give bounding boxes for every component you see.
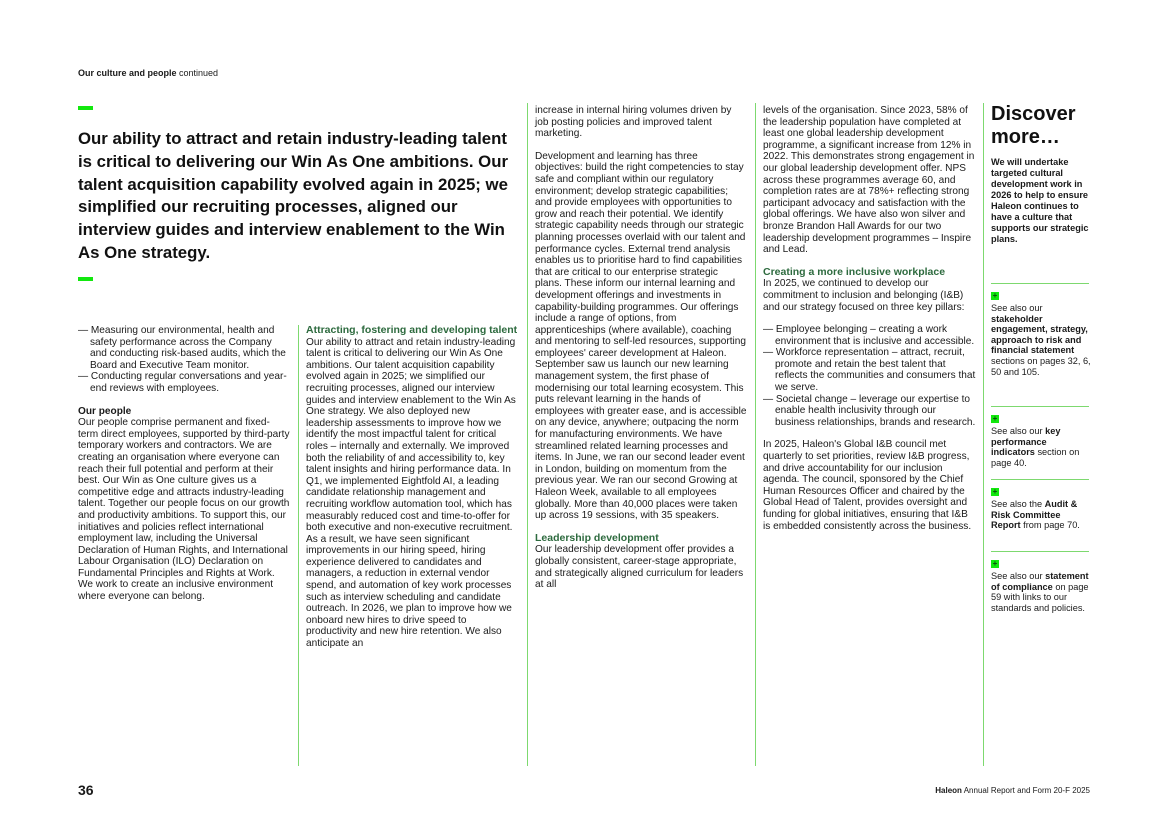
development-text: Development and learning has three objectives: build the right competencies to stay safe and compliant within our regulatory environment; develop strategic capabilities; and provide employees with opportunities to grow and reach their potential. We identify strategic capability needs through our strategic planning processes overlaid with our talent and performance cycles. External trend analysis enables us to prioritise hard to find capabilities that are critical to our enterprise strategic plans. These inform our internal learning and development offerings and investments in capability-building programmes. Our offerings include a range of options, from apprenticeships (where available), coaching and mentoring to self-led resources, supporting employees' career development at Haleon. September saw us launch our new learning management system, the first phase of modernising our total learning ecosystem. This puts relevant learning in the hands of employees with greater ease, and is accessible on any device, anywhere; outpacing the norm for manufacturing environments. We have streamlined related learning processes and items. In June, we ran our second leader event in London, building on momentum from the previous year. We ran our second Growing at Haleon Week, available to all employees globally. More than 40,000 places were taken up across 19 sessions, with 35 speakers. <box>535 150 747 522</box>
divider-rule <box>991 479 1089 480</box>
ref-text: See also the <box>991 499 1045 509</box>
divider-rule <box>991 406 1089 407</box>
column-divider <box>298 325 299 766</box>
column-1 <box>78 325 290 614</box>
footer-report: Annual Report and Form 20-F 2025 <box>961 786 1090 795</box>
list-item: — Workforce representation – attract, recruit, promote and retain the best talent that reflects the communities and consumers that we serve. <box>763 347 976 394</box>
footer-label <box>935 786 1090 795</box>
leadership-levels-text: levels of the organisation. Since 2023, 58% of the leadership population have completed at least one global leadership development programme, a significant increase from 12% in 2022. This demonstrates strong engagement in our global leadership development offer. NPS across these programmes average 60, and completion rates are at 78%+ reflecting strong participant advocacy and satisfaction with the global offerings. We have also won silver and bronze Brandon Hall Awards for our two leadership development programmes – Inspire and Lead. <box>763 105 975 256</box>
footer-brand: Haleon <box>935 786 962 795</box>
inclusive-heading: Creating a more inclusive workplace <box>763 265 946 278</box>
divider-rule <box>991 283 1089 284</box>
hiring-text: increase in internal hiring volumes driven by job posting policies and improved talent marketing. <box>535 105 732 140</box>
plus-icon: + <box>992 559 998 568</box>
reference-link[interactable] <box>991 486 1091 531</box>
column-divider <box>983 103 984 766</box>
reference-link[interactable] <box>991 290 1091 377</box>
column-divider <box>527 103 528 766</box>
talent-text: Our ability to attract and retain industry-leading talent is critical to delivering our Win As One ambitions. Our talent acquisition capability evolved again in 2025; we simplified our recruiting processes, aligned our interview guides and interview enablement to the Win As One strategy. We also deployed new leadership assessments to improve how we identify the most impactful talent for critical roles – internally and externally. We improved both the reliability of and accessibility to, key talent insights and hiring performance data. In Q1, we implemented Eightfold AI, a leading candidate relationship management and recruiting workflow automation tool, which has measurably reduced cost and time-to-offer for both executive and non-executive recruitment. As a result, we have seen significant improvements in our hiring speed, hiring experience delivered to candidates and managers, a reduction in external vendor spend, and automation of key work processes such as interview scheduling and candidate outreach. In 2026, we plan to improve how we onboard new hires to drive speed to productivity and new hire retention. We also anticipate an <box>306 336 516 650</box>
our-people-text: Our people comprise permanent and fixed-term direct employees, supported by third-party temporary workers and contractors. We are creating an organisation where everyone can reach their full potential and perform at their best. Our Win as One culture gives us a competitive edge and attracts industry-leading talent. Together our people focus on our growth and productivity ambitions. To support this, our initiatives and policies reflect international employment law, including the Universal Declaration of Human Rights, and International Labour Organisation (ILO) Declaration on Fundamental Principles and Rights at Work. We work to create an inclusive environment where everyone can belong. <box>78 417 290 603</box>
section-label <box>78 68 218 78</box>
list-item: — Societal change – leverage our expertise to enable health inclusivity through our business relationships, brands and research. <box>763 393 976 428</box>
discover-title-line: more… <box>991 126 1060 148</box>
discover-subtitle: We will undertake targeted cultural development work in 2026 to help to ensure Haleon continues to have a culture that supports our strategic plans. <box>991 157 1089 244</box>
leadership-text: Our leadership development offer provides a globally consistent, career-stage appropriate, and strategically aligned curriculum for leaders at all <box>535 544 744 591</box>
headline: Our ability to attract and retain industry-leading talent is critical to delivering our Win As One ambitions. Our talent acquisition capability evolved again in 2025; we simplified our recruiting processes, aligned our interview guides and interview enablement to the Win As One strategy. <box>78 129 509 262</box>
ref-link-text[interactable]: Audit & Risk Committee Report <box>991 499 1078 531</box>
plus-icon: + <box>992 487 998 496</box>
pillars-list <box>763 324 976 428</box>
column-2 <box>306 325 518 661</box>
ref-text: from page 70. <box>1020 520 1080 531</box>
ref-link-text[interactable]: stakeholder engagement, strategy, approach to risk and financial statement <box>991 313 1088 356</box>
ref-text: sections on pages 32, 6, 50 and 105. <box>991 355 1091 377</box>
column-divider <box>755 103 756 766</box>
reference-link[interactable] <box>991 558 1091 613</box>
plus-icon: + <box>992 291 998 300</box>
talent-heading: Attracting, fostering and developing talent <box>306 324 518 336</box>
ref-link-text[interactable]: key performance indicators <box>991 426 1061 458</box>
plus-icon: + <box>992 414 998 423</box>
ref-text: See also our <box>991 303 1043 313</box>
ref-text: See also our <box>991 426 1046 436</box>
section-label-bold: Our culture and people <box>78 68 177 78</box>
list-item: — Measuring our environmental, health and safety performance across the Company and conducting risk-based audits, which the Board and Executive Team monitor. <box>78 325 286 371</box>
divider-rule <box>991 551 1089 552</box>
ref-text: See also our <box>991 571 1046 581</box>
column-4 <box>763 105 976 543</box>
inclusive-text: In 2025, we continued to develop our commitment to inclusion and belonging (I&B) and our strategy focused on three key pillars: <box>763 278 965 313</box>
column-3 <box>535 105 747 602</box>
list-item: — Employee belonging – creating a work environment that is inclusive and accessible. <box>763 324 975 347</box>
section-label-rest: continued <box>176 68 219 78</box>
leadership-heading: Leadership development <box>535 531 659 544</box>
our-people-heading: Our people <box>78 405 132 417</box>
measures-list <box>78 325 290 395</box>
reference-link[interactable] <box>991 413 1091 468</box>
accent-dash-bottom <box>78 277 93 281</box>
discover-title-line: Discover <box>991 103 1076 125</box>
ref-text: on page 59 with links to our standards and policies. <box>991 581 1089 613</box>
ref-text: section on page 40. <box>991 447 1080 468</box>
accent-dash-top <box>78 106 93 110</box>
ref-link-text[interactable]: statement of compliance <box>991 571 1089 592</box>
page-number: 36 <box>78 782 94 798</box>
council-text: In 2025, Haleon's Global I&B council met quarterly to set priorities, review I&B progress, and drive accountability for our inclusion agenda. The council, sponsored by the Chief Human Resources Officer and chaired by the Global Head of Talent, provides oversight and funding for global initiatives, ensuring that I&B is embedded consistently across the business. <box>763 439 972 532</box>
discover-title <box>991 103 1076 149</box>
list-item: — Conducting regular conversations and year-end reviews with employees. <box>78 371 287 394</box>
